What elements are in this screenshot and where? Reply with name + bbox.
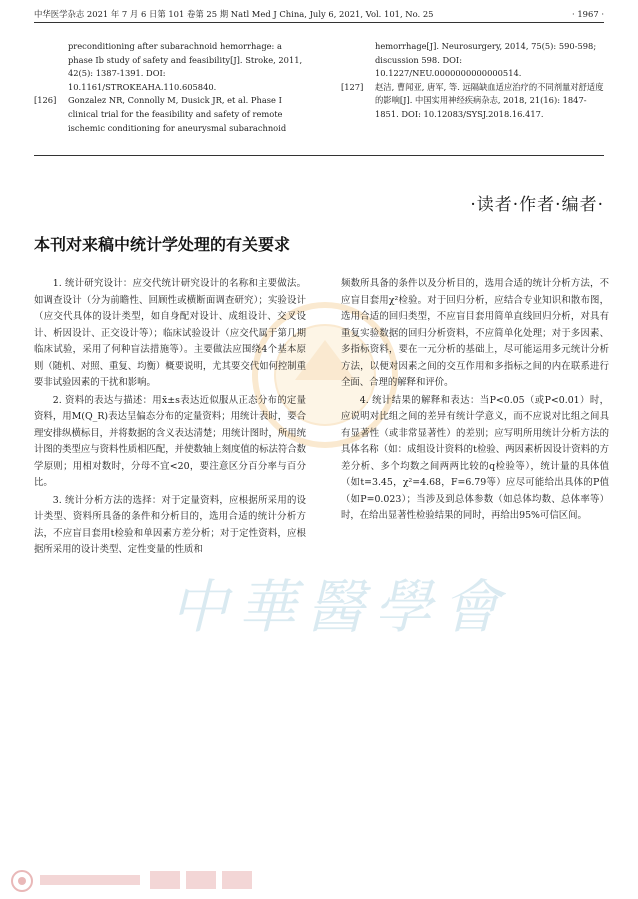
paragraph-method-selection-continued: 频数所具备的条件以及分析目的，选用合适的统计分析方法，不应盲目套用χ²检验。对于回归分析，应结合专业知识和散布图，选用合适的回归类型，不应盲目套用简单直线回归分析，对具有重复实验数据的回归分析资料，不应简单化处理；对于多因素、多指标资料，要在一元分析的基础上，尽可能运用多元统计分析方法，以便对因素之间的交互作用和多指标之间的内在联系进行全面、合理的解释和评价。 [341, 278, 609, 388]
society-watermark: 中華醫學會 [170, 573, 511, 641]
body-column-left [34, 276, 306, 559]
reference-text: 赵洁, 曹闻亚, 唐军, 等. 远隔缺血适应治疗的不同剂量对舒适度的影响[J]. 中国实用神经疾病杂志, 2018, 21(16): 1847-1851. DOI: 10.12083/SYSJ.2018.16.417. [375, 81, 604, 119]
section-label: ·读者·作者·编者· [470, 195, 604, 215]
reference-126-continued: hemorrhage[J]. Neurosurgery, 2014, 75(5): 590-598; discussion 598. DOI: 10.1227/NEU.0000000000000514. [375, 41, 597, 79]
body-column-right [341, 276, 609, 525]
section-divider [34, 155, 604, 156]
reference-text: Gonzalez NR, Connolly M, Dusick JR, et al. Phase Ⅰ clinical trial for the feasibility and safety of remote ischemic conditioning for aneurysmal subarachnoid [68, 95, 287, 133]
reference-number: [126] [34, 95, 57, 106]
references-right [341, 40, 609, 122]
header-page-number: · 1967 · [572, 9, 604, 19]
article-title: 本刊对来稿中统计学处理的有关要求 [34, 235, 291, 254]
paragraph-study-design: 1. 统计研究设计：应交代统计研究设计的名称和主要做法。如调查设计（分为前瞻性、回顾性或横断面调查研究）；实验设计（应交代具体的设计类型，如自身配对设计、成组设计、交叉设计、析因设计、正交设计等）；临床试验设计（应交代属于第几期临床试验，采用了何种盲法措施等）。主要做法应围绕4个基本原则（随机、对照、重复、均衡）概要说明，尤其要交代如何控制重要非试验因素的干扰和影响。 [34, 278, 306, 388]
paragraph-result-interpretation: 4. 统计结果的解释和表达：当P<0.05（或P<0.01）时，应说明对比组之间的差异有统计学意义，而不应说对比组之间具有显著性（或非常显著性）的差别；应写明所用统计分析方法的具体名称（如：成组设计资料的t检验、两因素析因设计资料的方差分析、多个均数之间两两比较的q检验等），统计量的具体值（如t=3.45，χ²=4.68，F=6.79等）应尽可能给出具体的P值（如P=0.023）；当涉及到总体参数（如总体均数、总体率等）时，在给出显著性检验结果的同时，再给出95%可信区间。 [341, 394, 609, 521]
paragraph-method-selection: 3. 统计分析方法的选择：对于定量资料，应根据所采用的设计类型、资料所具备的条件和分析目的，选用合适的统计分析方法，不应盲目套用t检验和单因素方差分析；对于定性资料，应根据所采用的设计类型、定性变量的性质和 [34, 494, 306, 555]
reference-126 [34, 94, 306, 135]
reference-127 [341, 81, 609, 122]
running-header [34, 6, 604, 23]
footer-logo-watermark [0, 859, 300, 899]
reference-125-continued: preconditioning after subarachnoid hemorrhage: a phase Ⅰb study of safety and feasibility[J]. Stroke, 2011, 42(5): 1387-1391. DOI: 10.1161/STROKEAHA.110.605840. [68, 41, 303, 92]
paragraph-data-description: 2. 资料的表达与描述：用x̄±s表达近似服从正态分布的定量资料，用M(Q_R)表达呈偏态分布的定量资料；用统计表时，要合理安排纵横标目，并将数据的含义表达清楚；用统计图时，所用统计图的类型应与资料性质相匹配，并使数轴上刻度值的标法符合数学原则；用相对数时，分母不宜<20，要注意区分百分率与百分比。 [34, 394, 306, 488]
reference-number: [127] [341, 81, 364, 92]
header-journal-info: 中华医学杂志 2021 年 7 月 6 日第 101 卷第 25 期 Natl Med J China, July 6, 2021, Vol. 101, No. 25 [34, 9, 434, 19]
references-left [34, 40, 306, 135]
